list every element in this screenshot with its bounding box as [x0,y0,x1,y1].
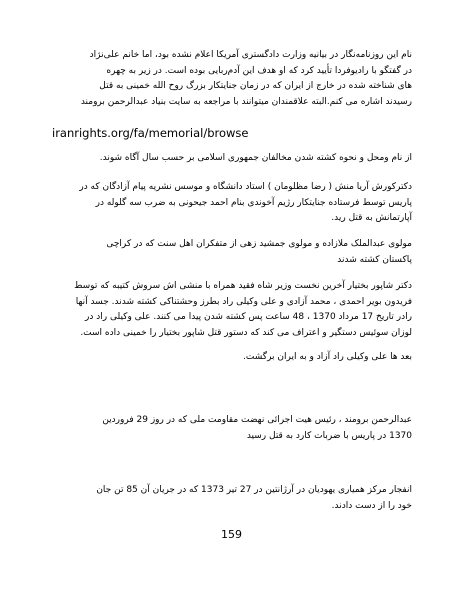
paragraph-line: مولوی عبدالملک ملازاده و مولوی جمشید زهی از متفکران اهل سنت که در کراچی [106,239,412,249]
paragraph-line: در گفتگو با رادیوفردا تأیید کرد که او هدف این آدم‌ربایی بوده است. در زیر به چهره [106,65,412,76]
paragraph-line: های شناخته شده در خارج از ایران که در زمان جنایتکار بزرگ روح الله خمینی به قتل [99,81,412,91]
aryamanesh-paragraph [50,180,412,227]
lookup-paragraph [50,151,412,167]
paragraph-line: 1370 در پاریس با ضربات کارد به قتل رسید [246,430,412,441]
paragraph-line: عبدالرحمن برومند ، رئیس هیت اجرائی نهضت مقاومت ملی که در روز 29 فروردین [102,415,412,425]
paragraph-line: دکترکورش آریا منش ( رضا مظلومان ) استاد دانشگاه و موسس نشریه پیام آزادگان که در [79,182,412,192]
page-number: 159 [221,528,242,541]
mollazadeh-paragraph [50,237,412,268]
paragraph-line: پاکستان کشته شدند [337,254,412,265]
paragraph-line: فریدون بویر احمدی ، محمد آزادی و علی وکیلی راد بطرز وحشتناکی کشته شدند. جسد آنها [75,296,412,307]
amia-bombing-paragraph [50,483,412,514]
paragraph-line: آپارتمانش به قتل رید. [331,213,412,223]
memorial-url: iranrights.org/fa/memorial/browse [52,126,249,140]
paragraph-line: بعد ها علی وکیلی راد آزاد و به ایران برگشت. [243,352,412,362]
paragraph-line: دکتر شاپور بختیار آخرین نخست وزیر شاه فقید همراه با منشی اش سروش کتیبه که توسط [74,281,412,291]
paragraph-line: رسیدند اشاره می کنم.البته علاقمندان میتوانند با مراجعه به سایت بنیاد عبدالرحمن برومند [80,96,412,107]
paragraph-line: رادر تاریخ 17 مرداد 1370 ، 48 ساعت پس کشته شدن پیدا می کنند. علی وکیلی راد در [85,312,412,322]
paragraph-line: لوزان سوئیس دستگیر و اعتراف می کند که دستور قتل شاپور بختیار را خمینی داده است. [80,327,412,338]
bakhtiar-paragraph [50,279,412,341]
paragraph-line: از نام ومحل و نحوه کشته شدن مخالفان جمهوری اسلامی بر حسب سال آگاه شوند. [99,153,412,163]
paragraph-line: نام این روزنامه‌نگار در بیانیه وزارت دادگستری آمریکا اعلام نشده بود، اما خانم علی‌نژاد [89,50,412,60]
boroumand-paragraph [50,413,412,444]
vakili-paragraph [50,350,412,366]
paragraph-line: انفجار مرکز همیاری یهودیان در آرژانتین در 27 تیر 1373 که در جریان آن 85 تن جان [96,485,412,495]
paragraph-line: پاریس توسط فرستاده جنایتکار رژیم آخوندی بنام احمد جیحونی به ضرب سه گلوله در [95,197,412,208]
intro-paragraph [50,48,412,110]
paragraph-line: خود را از دست دادند. [331,500,412,511]
